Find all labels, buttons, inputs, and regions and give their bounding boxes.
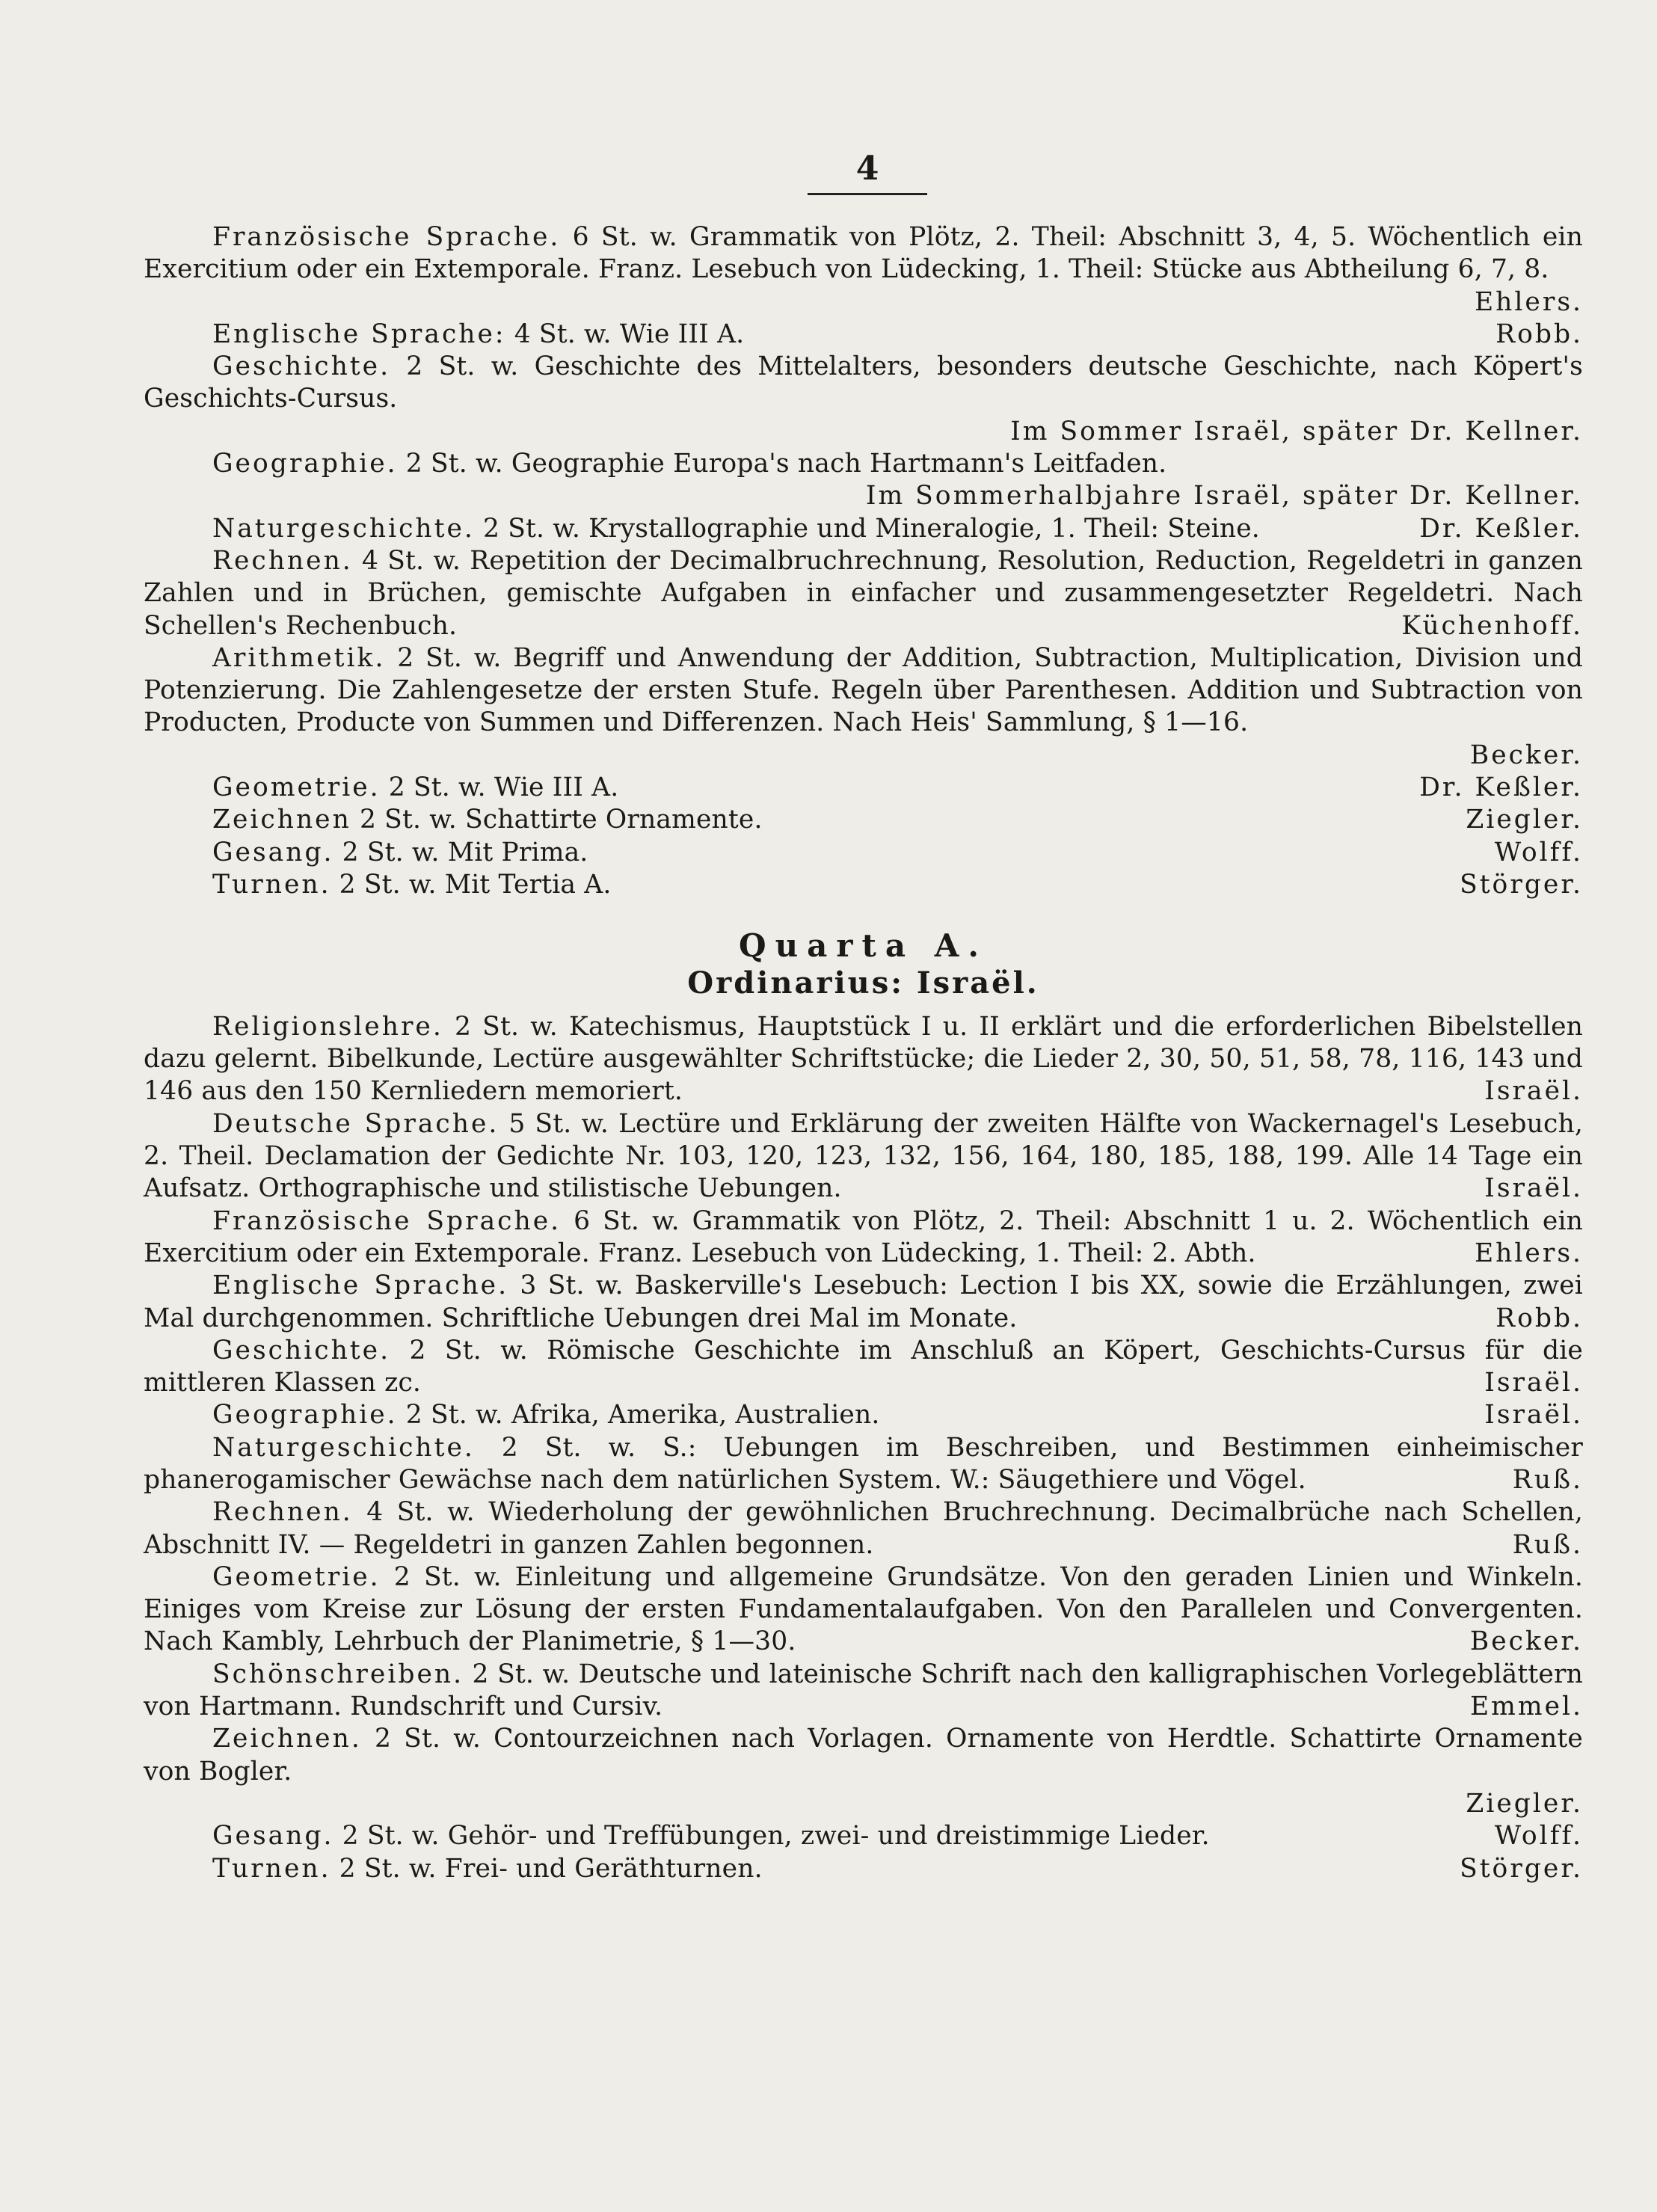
teacher-name: Dr. Keßler. bbox=[1419, 772, 1583, 803]
subject-label: Gesang. bbox=[212, 837, 334, 867]
entry-naturgeschichte bbox=[144, 1432, 1583, 1497]
teacher-line bbox=[144, 416, 1583, 448]
subject-label: Geometrie. bbox=[212, 772, 381, 803]
teacher-name: Im Sommerhalbjahre Israël, später Dr. Kellner. bbox=[865, 481, 1583, 511]
entry-text: 2 St. w. Einleitung und allgemeine Grundsätze. Von den geraden Linien und Winkeln. Einiges vom Kreise zur Lösung der ersten Fundamentalaufgaben. Von den Parallelen und Convergenten. Nach Kambly, Lehrbuch der Planimetrie, § 1—30. bbox=[144, 1561, 1583, 1657]
subject-label: Schönschreiben. bbox=[212, 1659, 464, 1689]
subject-label: Turnen. bbox=[212, 1853, 331, 1884]
entry-turnen bbox=[144, 1853, 1583, 1885]
entry-schoenschreiben bbox=[144, 1659, 1583, 1724]
entry-text: 2 St. w. Wie III A. bbox=[388, 772, 619, 803]
entry-arithmetik-upper bbox=[144, 642, 1583, 740]
entry-text: 2 St. w. Deutsche und lateinische Schrift nach den kalligraphischen Vorlegeblättern von Hartmann. Rundschrift und Cursiv. bbox=[144, 1659, 1584, 1722]
entry-text: 2 St. w. Gehör- und Treffübungen, zwei- und dreistimmige Lieder. bbox=[342, 1821, 1210, 1852]
entry-franzoesisch-upper bbox=[144, 221, 1583, 317]
entry-geometrie bbox=[144, 1561, 1583, 1659]
entry-gesang-upper bbox=[144, 837, 1583, 869]
entry-text: 6 St. w. Grammatik von Plötz, 2. Theil: Abschnitt 3, 4, 5. Wöchentlich ein Exercitium oder ein Extemporale. Franz. Lesebuch von Lüdecking, 1. Theil: Stücke aus Abtheilung 6, 7, 8. bbox=[144, 222, 1583, 285]
entry-zeichnen-upper bbox=[144, 804, 1583, 836]
entry-englisch bbox=[144, 1270, 1583, 1335]
subject-label: Naturgeschichte. bbox=[212, 1432, 475, 1463]
entry-englisch-upper bbox=[144, 319, 1583, 351]
entry-text: 2 St. w. Mit Tertia A. bbox=[339, 869, 612, 900]
teacher-name: Ehlers. bbox=[1474, 1238, 1583, 1268]
entry-religionslehre bbox=[144, 1011, 1583, 1108]
section-title-quarta: Quarta A. bbox=[739, 927, 988, 965]
teacher-name: Störger. bbox=[1460, 1853, 1583, 1884]
teacher-name: Ziegler. bbox=[1466, 1788, 1583, 1819]
entry-rechnen-upper bbox=[144, 545, 1583, 642]
subject-label: Religionslehre. bbox=[212, 1011, 443, 1042]
page-number: 4 bbox=[855, 150, 879, 188]
entry-deutsch bbox=[144, 1108, 1583, 1205]
entry-text: 2 St. w. Römische Geschichte im Anschluß an Köpert, Geschichts-Cursus für die mittleren Klassen zc. bbox=[144, 1335, 1583, 1398]
entry-text: 2 St. w. Frei- und Geräthturnen. bbox=[339, 1853, 763, 1884]
entry-text: 6 St. w. Grammatik von Plötz, 2. Theil: Abschnitt 1 u. 2. Wöchentlich ein Exercitium oder ein Extemporale. Franz. Lesebuch von Lüdecking, 1. Theil: 2. Abth. bbox=[144, 1205, 1583, 1268]
subject-label: Rechnen. bbox=[212, 1497, 353, 1528]
teacher-line bbox=[144, 1788, 1583, 1820]
teacher-name: Robb. bbox=[1495, 1303, 1583, 1333]
entry-geschichte bbox=[144, 1335, 1583, 1400]
entry-text: 4 St. w. Wie III A. bbox=[514, 319, 745, 349]
teacher-name: Wolff. bbox=[1494, 1821, 1583, 1852]
entry-text: 2 St. w. Katechismus, Hauptstück I u. II erklärt und die erforderlichen Bibelstellen dazu gelernt. Bibelkunde, Lectüre ausgewählter Schriftstücke; die Lieder 2, 30, 50, 51, 58, 78, 116, 143 und 146 aus den 150 Kernliedern memoriert. bbox=[144, 1011, 1583, 1107]
subject-label: Deutsche Sprache. bbox=[212, 1108, 499, 1139]
subject-label: Geographie. bbox=[212, 1400, 398, 1431]
entry-geometrie-upper bbox=[144, 772, 1583, 804]
subject-label: Englische Sprache: bbox=[212, 319, 506, 349]
subject-label: Gesang. bbox=[212, 1821, 334, 1852]
entry-zeichnen bbox=[144, 1723, 1583, 1788]
entry-text: 2 St. w. S.: Uebungen im Beschreiben, und Bestimmen einheimischer phanerogamischer Gewächse nach dem natürlichen System. W.: Säugethiere und Vögel. bbox=[144, 1432, 1583, 1495]
subject-label: Englische Sprache. bbox=[212, 1271, 509, 1301]
page-number-rule bbox=[808, 193, 927, 195]
entry-text: 2 St. w. Begriff und Anwendung der Addition, Subtraction, Multiplication, Division und Potenzierung. Die Zahlengesetze der ersten Stufe. Regeln über Parenthesen. Addition und Subtraction von Producten, Producte von Summen und Differenzen. Nach Heis' Sammlung, § 1—16. bbox=[144, 642, 1583, 738]
entry-text: 5 St. w. Lectüre und Erklärung der zweiten Hälfte von Wackernagel's Lesebuch, 2. Theil. Declamation der Gedichte Nr. 103, 120, 123, 132, 156, 164, 180, 185, 188, 199. Alle 14 Tage ein Aufsatz. Orthographische und stilistische Uebungen. bbox=[144, 1108, 1583, 1204]
teacher-name: Israël. bbox=[1484, 1076, 1583, 1107]
entry-gesang bbox=[144, 1820, 1583, 1852]
teacher-name: Wolff. bbox=[1494, 837, 1583, 867]
subject-label: Turnen. bbox=[212, 869, 331, 900]
entry-text: 4 St. w. Repetition der Decimalbruchrechnung, Resolution, Reduction, Regeldetri in ganzen Zahlen und in Brüchen, gemischte Aufgaben in einfacher und zusammengesetzter Regeldetri. Nach Schellen's Rechenbuch. bbox=[144, 545, 1583, 641]
entry-rechnen bbox=[144, 1496, 1583, 1561]
entry-text: 2 St. w. Schattirte Ornamente. bbox=[359, 805, 763, 835]
section-ordinarius: Ordinarius: Israël. bbox=[687, 965, 1039, 1001]
entry-text: 2 St. w. Geschichte des Mittelalters, besonders deutsche Geschichte, nach Köpert's Geschichts-Cursus. bbox=[144, 351, 1583, 414]
subject-label: Französische Sprache. bbox=[212, 1205, 562, 1236]
teacher-name: Israël. bbox=[1484, 1173, 1583, 1204]
subject-label: Geschichte. bbox=[212, 1335, 391, 1365]
teacher-name: Störger. bbox=[1460, 869, 1583, 900]
subject-label: Geschichte. bbox=[212, 351, 391, 382]
subject-label: Zeichnen. bbox=[212, 1724, 362, 1754]
entry-franzoesisch bbox=[144, 1205, 1583, 1271]
teacher-name: Robb. bbox=[1495, 319, 1583, 349]
teacher-line bbox=[144, 480, 1583, 512]
subject-label: Arithmetik. bbox=[212, 642, 386, 673]
subject-label: Französische Sprache. bbox=[212, 222, 561, 252]
entry-text: 2 St. w. Geographie Europa's nach Hartmann's Leitfaden. bbox=[405, 449, 1167, 479]
entry-text: 4 St. w. Wiederholung der gewöhnlichen Bruchrechnung. Decimalbrüche nach Schellen, Abschnitt IV. — Regeldetri in ganzen Zahlen begonnen. bbox=[144, 1497, 1583, 1560]
teacher-name: Becker. bbox=[1469, 740, 1583, 770]
teacher-name: Ehlers. bbox=[1474, 286, 1583, 317]
entry-text: 2 St. w. Afrika, Amerika, Australien. bbox=[405, 1400, 880, 1431]
document-body bbox=[144, 221, 1583, 1885]
entry-text: 2 St. w. Mit Prima. bbox=[342, 837, 588, 867]
subject-label: Geometrie. bbox=[212, 1561, 381, 1592]
teacher-name: Ziegler. bbox=[1466, 805, 1583, 835]
teacher-name: Emmel. bbox=[1469, 1692, 1583, 1722]
entry-text: 2 St. w. Contourzeichnen nach Vorlagen. Ornamente von Herdtle. Schattirte Ornamente von Bogler. bbox=[144, 1724, 1583, 1787]
teacher-name: Küchenhoff. bbox=[1401, 610, 1583, 641]
entry-geographie bbox=[144, 1399, 1583, 1431]
subject-label: Zeichnen bbox=[212, 805, 351, 835]
teacher-name: Im Sommer Israël, später Dr. Kellner. bbox=[1010, 416, 1583, 446]
teacher-name: Israël. bbox=[1484, 1400, 1583, 1431]
subject-label: Rechnen. bbox=[212, 545, 353, 576]
teacher-name: Becker. bbox=[1469, 1626, 1583, 1657]
entry-geschichte-upper bbox=[144, 351, 1583, 416]
entry-geographie-upper bbox=[144, 448, 1583, 480]
entry-naturgeschichte-upper bbox=[144, 513, 1583, 545]
teacher-line bbox=[144, 740, 1583, 772]
subject-label: Geographie. bbox=[212, 449, 398, 479]
entry-text: 3 St. w. Baskerville's Lesebuch: Lection I bis XX, sowie die Erzählungen, zwei Mal durchgenommen. Schriftliche Uebungen drei Mal im Monate. bbox=[144, 1271, 1583, 1333]
teacher-name: Ruß. bbox=[1512, 1464, 1583, 1495]
subject-label: Naturgeschichte. bbox=[212, 513, 475, 544]
entry-turnen-upper bbox=[144, 869, 1583, 901]
teacher-name: Israël. bbox=[1484, 1368, 1583, 1398]
entry-text: 2 St. w. Krystallographie und Mineralogie, 1. Theil: Steine. bbox=[483, 513, 1260, 544]
teacher-name: Dr. Keßler. bbox=[1419, 513, 1583, 544]
teacher-name: Ruß. bbox=[1512, 1529, 1583, 1560]
